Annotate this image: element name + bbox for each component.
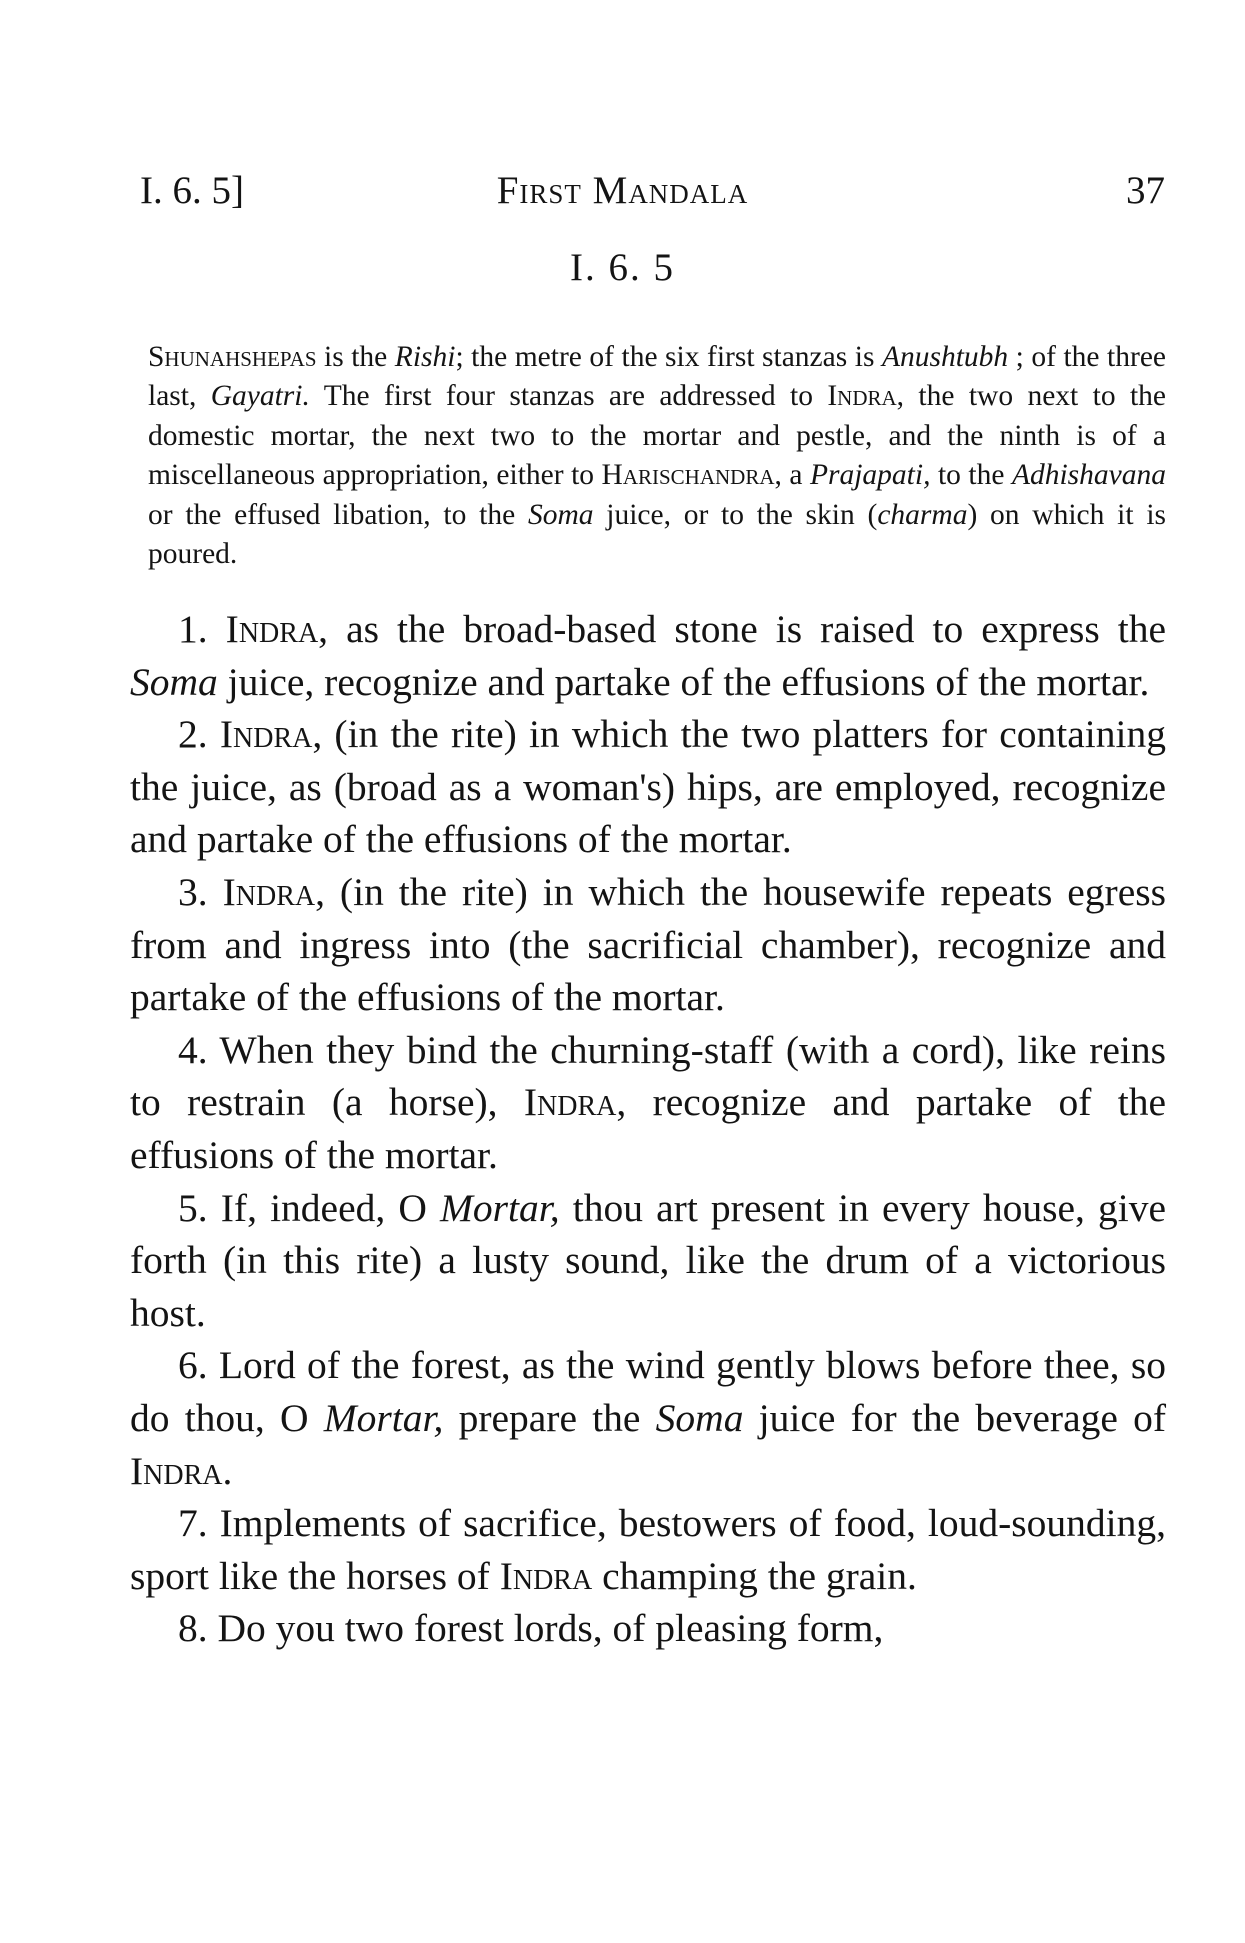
- running-head-reference: I. 6. 5]: [140, 169, 244, 212]
- stanza-6: 6. Lord of the forest, as the wind gently blows before thee, so do thou, O Mortar, prepare the Soma juice for the beverage of Indra.: [130, 1343, 1167, 1493]
- stanza-5: 5. If, indeed, O Mortar, thou art present in every house, give forth (in this rite) a lusty sound, like the drum of a victorious host.: [130, 1185, 1166, 1335]
- stanza-number: 7.: [178, 1501, 208, 1546]
- stanza-number: 4.: [178, 1027, 208, 1072]
- stanza-number: 8.: [178, 1606, 208, 1651]
- stanza-2: 2. Indra, (in the rite) in which the two platters for containing the juice, as (broad as a woman's) hips, are employed, recognize and partake of the effusions of the mortar.: [130, 712, 1167, 862]
- stanza-3: 3. Indra, (in the rite) in which the housewife repeats egress from and ingress into (the sacrificial chamber), recognize and partake of the effusions of the mortar.: [130, 869, 1166, 1020]
- stanza-list: [130, 603, 1166, 1655]
- stanza-number: 5.: [178, 1185, 208, 1230]
- running-head: [0, 168, 1245, 218]
- stanza-number: 6.: [178, 1343, 208, 1388]
- stanza-7: 7. Implements of sacrifice, bestowers of food, loud-sounding, sport like the horses of Indra champing the grain.: [130, 1501, 1166, 1598]
- running-head-title: First Mandala: [496, 169, 749, 212]
- rishi-name: Shunahshepas: [148, 340, 317, 373]
- stanza-number: 2.: [178, 712, 208, 757]
- section-heading: I. 6. 5: [570, 246, 675, 289]
- stanza-number: 1.: [178, 607, 208, 651]
- stanza-4: 4. When they bind the churning-staff (with a cord), like reins to restrain (a horse), Indra, recognize and partake of the effusions of the mortar.: [130, 1027, 1166, 1177]
- hymn-introduction: Shunahshepas is the Rishi; the metre of the six first stanzas is Anushtubh ; of the three last, Gayatri. The first four stanzas are addressed to Indra, the two next to the domestic mortar, the next two to the mortar and pestle, and the ninth is of a miscellaneous appropriation, either to Harischandra, a Prajapati, to the Adhishavana or the effused libation, to the Soma juice, or to the skin (charma) on which it is poured.: [148, 340, 1167, 570]
- stanza-number: 3.: [178, 869, 208, 914]
- page-number: 37: [1126, 169, 1165, 212]
- stanza-8: 8. Do you two forest lords, of pleasing form,: [178, 1606, 884, 1651]
- stanza-1: 1. Indra, as the broad-based stone is raised to express the Soma juice, recognize and partake of the effusions of the mortar.: [130, 607, 1167, 704]
